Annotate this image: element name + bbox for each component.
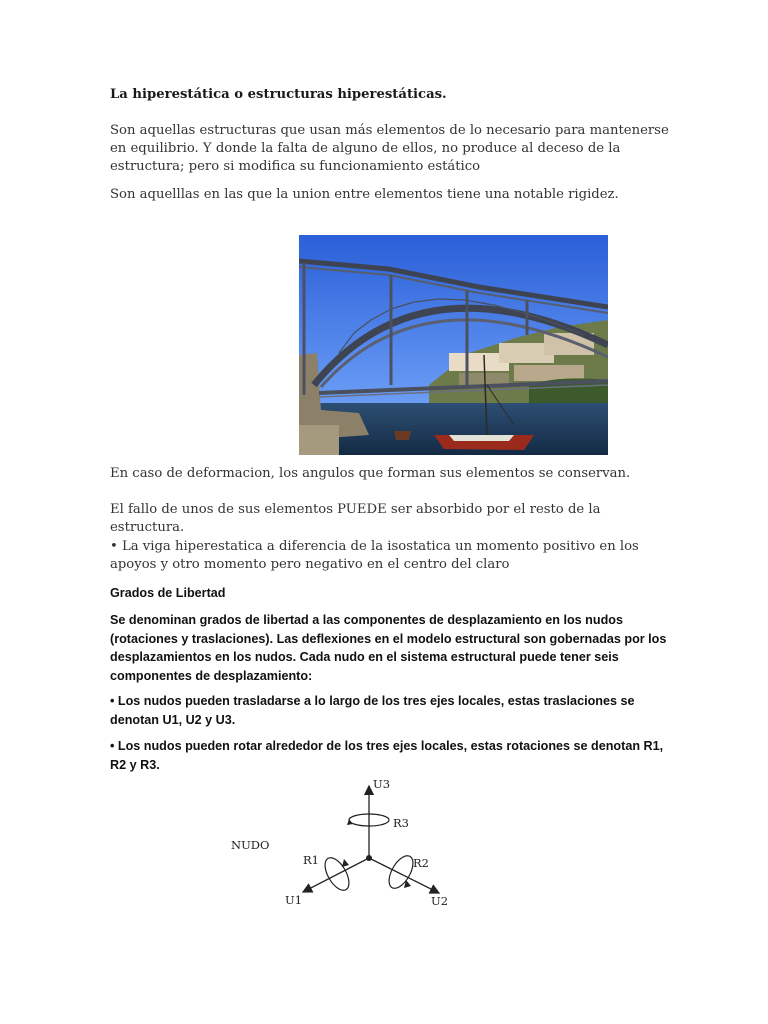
r2-label: R2: [413, 856, 429, 870]
r1-label: R1: [303, 853, 319, 867]
r3-label: R3: [393, 816, 409, 830]
u3-label: U3: [373, 777, 391, 791]
u2-label: U2: [431, 894, 449, 908]
bridge-photo: [299, 235, 608, 455]
u1-label: U1: [285, 893, 303, 907]
document-title: La hiperestática o estructuras hiperestáticas.: [110, 87, 447, 102]
paragraph-degrees-of-freedom: Se denominan grados de libertad a las componentes de desplazamiento en los nudos (rotaciones y traslaciones). Las deflexiones en el modelo estructural son gobernadas por los desplazamientos en los nudos. Cada nudo en el sistema estructural puede tener seis componentes de desplazamiento:: [110, 613, 667, 683]
paragraph-deformation: En caso de deformacion, los angulos que forman sus elementos se conservan.: [110, 466, 631, 481]
bullet-translations: • Los nudos pueden trasladarse a lo largo de los tres ejes locales, estas traslaciones se denotan U1, U2 y U3.: [110, 694, 635, 727]
section-heading: Grados de Libertad: [110, 586, 226, 600]
paragraph-rigidity: Son aquelllas en las que la union entre elementos tiene una notable rigidez.: [110, 187, 619, 202]
paragraph-beam-bullet: • La viga hiperestatica a diferencia de la isostatica un momento positivo en los apoyos y otro momento pero negativo en el centro del claro: [110, 539, 639, 572]
node-label: NUDO: [231, 838, 270, 852]
paragraph-failure: El fallo de unos de sus elementos PUEDE ser absorbido por el resto de la estructura.: [110, 502, 601, 535]
degrees-of-freedom-diagram: [225, 772, 465, 912]
bullet-rotations: • Los nudos pueden rotar alrededor de los tres ejes locales, estas rotaciones se denotan R1, R2 y R3.: [110, 739, 664, 772]
paragraph-definition: Son aquellas estructuras que usan más elementos de lo necesario para mantenerse en equilibrio. Y donde la falta de alguno de ellos, no produce al deceso de la estructura; pero si modifica su funcionamiento estático: [110, 123, 669, 174]
